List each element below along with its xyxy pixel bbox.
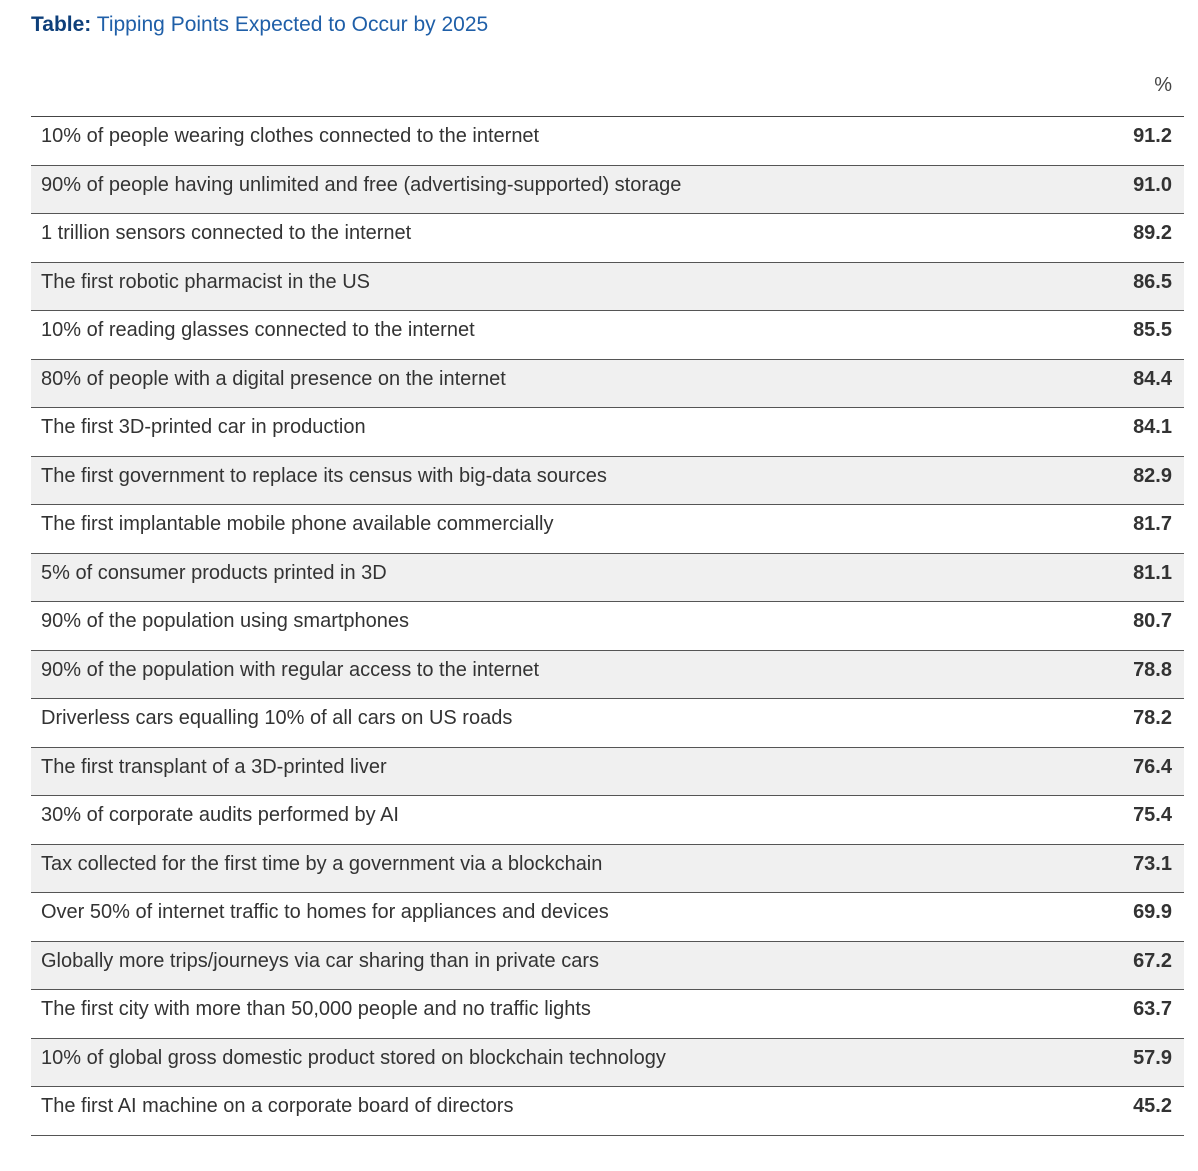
row-label: 90% of the population with regular access to the internet [41, 658, 540, 681]
row-label: The first city with more than 50,000 people and no traffic lights [41, 998, 591, 1020]
row-label: Globally more trips/journeys via car sharing than in private cars [41, 949, 600, 972]
table-row [31, 408, 1184, 457]
table-row [31, 505, 1184, 554]
table-header [31, 66, 1184, 117]
table-title-text: Tipping Points Expected to Occur by 2025 [96, 13, 489, 36]
row-value: 80.7 [1133, 610, 1172, 632]
row-value: 86.5 [1133, 270, 1172, 293]
row-value: 75.4 [1133, 804, 1172, 826]
row-value: 81.7 [1133, 513, 1172, 535]
row-label: The first 3D-printed car in production [41, 416, 366, 438]
row-value: 89.2 [1133, 222, 1172, 244]
table-row [31, 263, 1184, 312]
table-row [31, 166, 1184, 215]
table-row [31, 845, 1184, 894]
table-row [31, 699, 1184, 748]
row-label: 5% of consumer products printed in 3D [41, 561, 387, 584]
table-row [31, 893, 1184, 942]
row-value: 84.1 [1133, 416, 1172, 438]
row-value: 91.2 [1133, 125, 1172, 147]
table-row [31, 457, 1184, 506]
row-label: The first AI machine on a corporate board of directors [41, 1095, 514, 1117]
row-label: 90% of people having unlimited and free (advertising-supported) storage [41, 173, 682, 196]
row-value: 76.4 [1133, 755, 1172, 778]
row-value: 63.7 [1133, 998, 1172, 1020]
row-label: The first government to replace its census with big-data sources [41, 464, 607, 487]
table-row [31, 1087, 1184, 1136]
row-label: 10% of people wearing clothes connected to the internet [41, 125, 540, 147]
row-label: The first implantable mobile phone available commercially [41, 513, 554, 535]
table-title [31, 11, 488, 39]
row-label: The first robotic pharmacist in the US [41, 270, 371, 293]
row-label: 1 trillion sensors connected to the internet [41, 222, 412, 244]
row-label: Over 50% of internet traffic to homes for appliances and devices [41, 901, 609, 923]
row-label: Tax collected for the first time by a government via a blockchain [41, 852, 603, 875]
row-label: Driverless cars equalling 10% of all cars on US roads [41, 707, 513, 729]
table-title-label: Table: [31, 13, 92, 36]
table-row [31, 360, 1184, 409]
row-label: 80% of people with a digital presence on the internet [41, 367, 506, 390]
row-label: 30% of corporate audits performed by AI [41, 804, 399, 826]
table-row [31, 602, 1184, 651]
row-value: 81.1 [1133, 561, 1172, 584]
table-row [31, 990, 1184, 1039]
table-row [31, 117, 1184, 166]
table-row [31, 311, 1184, 360]
table-row [31, 942, 1184, 991]
row-label: 90% of the population using smartphones [41, 610, 410, 632]
row-label: 10% of reading glasses connected to the internet [41, 319, 475, 341]
row-value: 78.8 [1133, 658, 1172, 681]
table-row [31, 1039, 1184, 1088]
row-value: 78.2 [1133, 707, 1172, 729]
row-value: 84.4 [1133, 367, 1172, 390]
row-label: 10% of global gross domestic product stored on blockchain technology [41, 1046, 666, 1069]
row-value: 57.9 [1133, 1046, 1172, 1069]
row-label: The first transplant of a 3D-printed liver [41, 755, 387, 778]
row-value: 69.9 [1133, 901, 1172, 923]
table-row [31, 796, 1184, 845]
row-value: 73.1 [1133, 852, 1172, 875]
row-value: 91.0 [1133, 173, 1172, 196]
table-row [31, 651, 1184, 700]
tipping-points-table [31, 66, 1184, 1136]
row-value: 85.5 [1133, 319, 1172, 341]
row-value: 67.2 [1133, 949, 1172, 972]
row-value: 82.9 [1133, 464, 1172, 487]
percent-column-header: % [1154, 74, 1172, 96]
table-row [31, 554, 1184, 603]
table-row [31, 214, 1184, 263]
table-row [31, 748, 1184, 797]
row-value: 45.2 [1133, 1095, 1172, 1117]
